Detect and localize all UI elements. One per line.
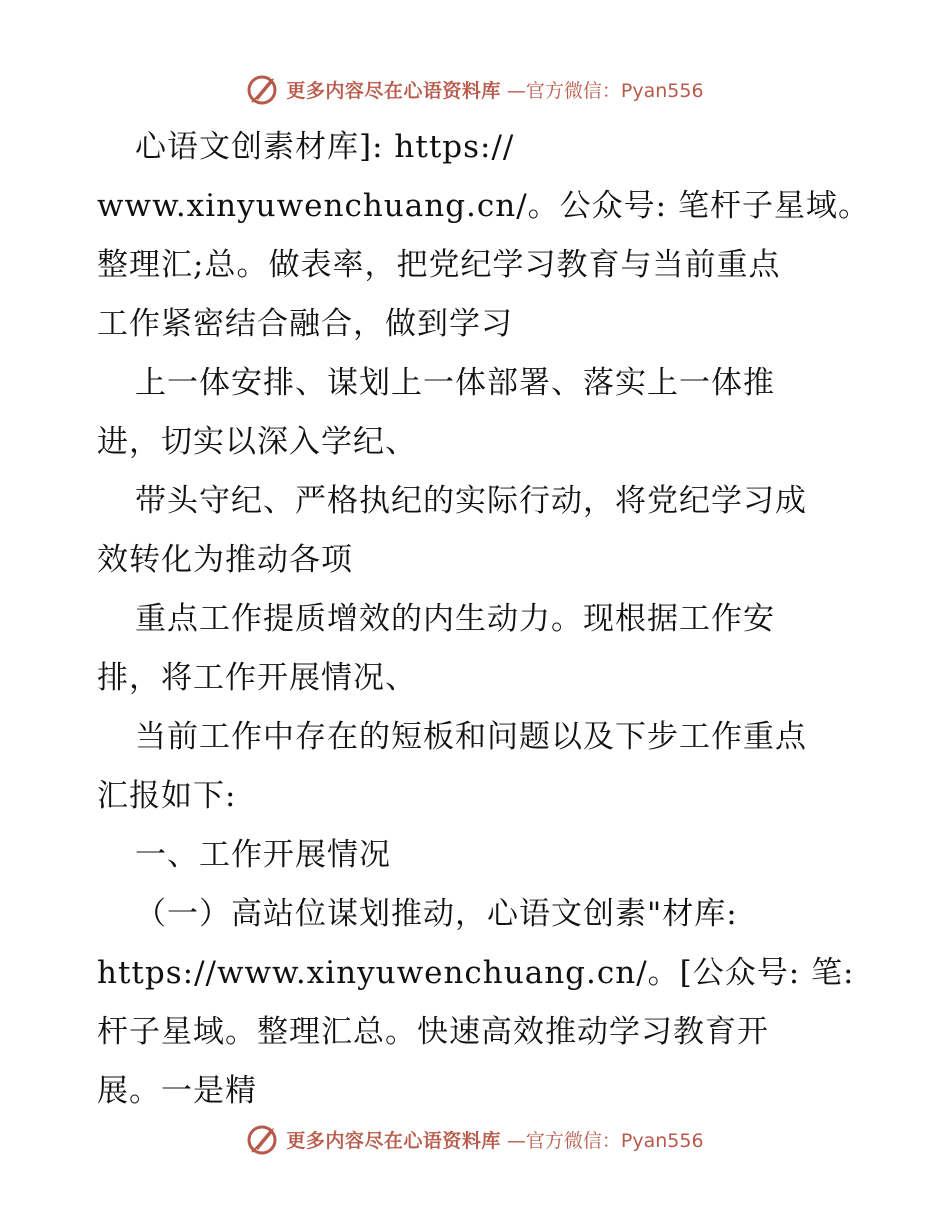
footer-watermark xyxy=(0,1122,950,1156)
body-line: 上一体安排、谋划上一体部署、落实上一体推 xyxy=(135,365,775,401)
body-line: 杆子星域。整理汇总。快速高效推动学习教育开 xyxy=(97,1014,769,1050)
body-line: 整理汇;总。做表率，把党纪学习教育与当前重点 xyxy=(97,247,781,283)
watermark-wechat-text: —官方微信：Pyan556 xyxy=(506,1129,704,1152)
body-line: 工作紧密结合融合，做到学习 xyxy=(97,306,513,342)
body-line: 展。一是精 xyxy=(97,1073,257,1109)
body-line: 重点工作提质增效的内生动力。现根据工作安 xyxy=(135,601,775,637)
header-watermark xyxy=(0,72,950,106)
body-line: 效转化为推动各项 xyxy=(97,542,353,578)
body-line: 汇报如下: xyxy=(97,778,237,814)
watermark-brand-text: 更多内容尽在心语资料库 xyxy=(286,79,501,102)
body-line: www.xinyuwenchuang.cn/。公众号: 笔杆子星域。 xyxy=(97,188,870,224)
body-line: 心语文创素材库]: https:// xyxy=(135,129,515,165)
subsection-heading: （一）高站位谋划推动，心语文创素"材库: xyxy=(135,896,738,932)
body-line: https://www.xinyuwenchuang.cn/。[公众号: 笔: xyxy=(97,955,855,991)
watermark-brand-text: 更多内容尽在心语资料库 xyxy=(286,1129,501,1152)
body-line: 当前工作中存在的短板和问题以及下步工作重点 xyxy=(135,719,807,755)
body-line: 进，切实以深入学纪、 xyxy=(97,424,417,460)
document-body xyxy=(97,118,870,1121)
quill-circle-logo-icon xyxy=(246,72,280,106)
body-line: 带头守纪、严格执纪的实际行动，将党纪学习成 xyxy=(135,483,807,519)
watermark-wechat-text: —官方微信：Pyan556 xyxy=(506,79,704,102)
body-line: 排，将工作开展情况、 xyxy=(97,660,417,696)
section-heading: 一、工作开展情况 xyxy=(135,837,391,873)
quill-circle-logo-icon xyxy=(246,1122,280,1156)
